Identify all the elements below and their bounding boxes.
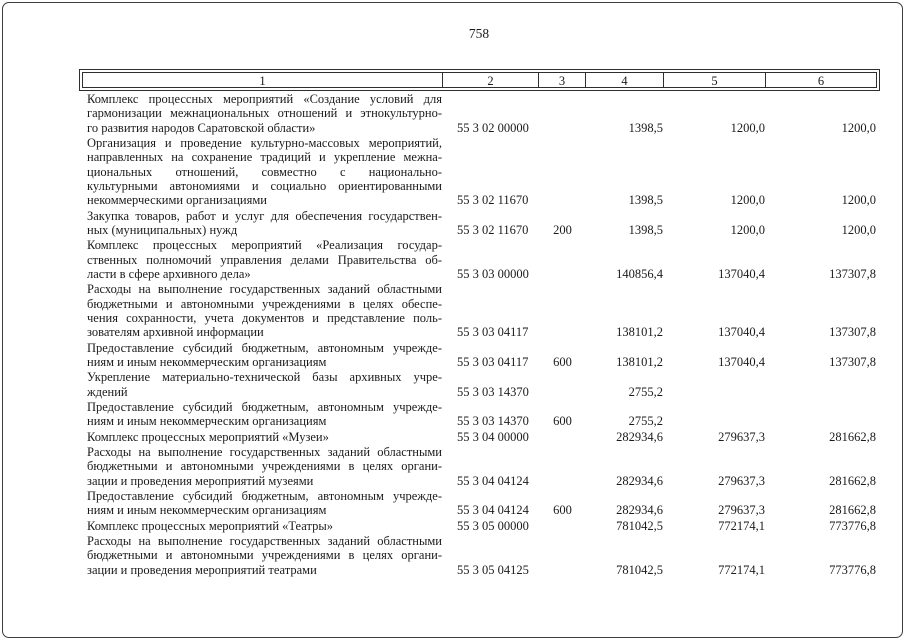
row-amount-col4: 140856,4 (616, 266, 663, 281)
header-cell-5: 5 (664, 72, 766, 88)
description-line: ниям и иным некоммерческим организациям (87, 414, 327, 429)
row-target-item-code: 55 3 03 04117 (457, 354, 529, 369)
table-row (81, 370, 877, 399)
description-line: ниям и иным некоммерческим организациям (87, 503, 327, 518)
budget-table-body (81, 92, 877, 577)
description-line: го развития народов Саратовской области» (87, 120, 316, 135)
row-amount-col6: 281662,8 (829, 429, 876, 444)
description-line: Организация и проведение культурно-массовых мероприятий, (87, 135, 442, 150)
description-line: ных (муниципальных) нужд (87, 222, 238, 237)
row-description (81, 341, 443, 370)
row-amount-col5: 1200,0 (730, 193, 765, 208)
row-amount-col6: 1200,0 (841, 222, 876, 237)
description-line: Комплекс процессных мероприятий «Реализация государ- (87, 238, 442, 253)
row-target-item-code: 55 3 03 04117 (457, 325, 529, 340)
row-amount-col4: 2755,2 (628, 414, 663, 429)
row-amount-col4: 1398,5 (628, 120, 663, 135)
row-description (81, 534, 443, 577)
row-description (81, 209, 443, 238)
row-description (81, 489, 443, 518)
row-amount-col6: 1200,0 (841, 193, 876, 208)
row-description (81, 445, 443, 488)
row-amount-col6: 773776,8 (829, 562, 876, 577)
description-line: циональных отношений, совместно с национально- (87, 164, 442, 179)
row-amount-col5: 279637,3 (718, 473, 765, 488)
table-row (81, 400, 877, 429)
row-target-item-code: 55 3 03 00000 (457, 266, 529, 281)
description-line: ждений (87, 384, 128, 399)
row-expense-type-code: 600 (553, 354, 572, 369)
row-amount-col6: 1200,0 (841, 120, 876, 135)
row-amount-col6: 281662,8 (829, 503, 876, 518)
description-line: культурными автономиями и социально ориентированными (87, 178, 442, 193)
row-target-item-code: 55 3 05 04125 (457, 562, 529, 577)
budget-table-header (79, 69, 880, 91)
description-line: Предоставление субсидий бюджетным, автономным учрежде- (87, 399, 442, 414)
row-expense-type-code: 600 (553, 503, 572, 518)
row-description (81, 238, 443, 281)
row-description (81, 92, 443, 135)
description-line: зации и проведения мероприятий музеями (87, 473, 314, 488)
description-line: некоммерческими организациями (87, 193, 267, 208)
row-description (81, 400, 443, 429)
description-line: Предоставление субсидий бюджетным, автономным учрежде- (87, 488, 442, 503)
description-line: Расходы на выполнение государственных заданий областными (87, 282, 442, 297)
row-amount-col5: 137040,4 (718, 325, 765, 340)
description-line: ниям и иным некоммерческим организациям (87, 354, 327, 369)
description-line: бюджетными и автономными учреждениями в целях органи- (87, 459, 442, 474)
table-row (81, 534, 877, 577)
row-amount-col5: 137040,4 (718, 266, 765, 281)
row-target-item-code: 55 3 02 00000 (457, 120, 529, 135)
description-line: чения сохранности, учета документов и представление поль- (87, 310, 442, 325)
row-amount-col4: 282934,6 (616, 429, 663, 444)
description-line: Предоставление субсидий бюджетным, автономным учрежде- (87, 340, 442, 355)
row-amount-col6: 773776,8 (829, 518, 876, 533)
row-amount-col6: 137307,8 (829, 354, 876, 369)
description-line: Комплекс процессных мероприятий «Музеи» (87, 429, 329, 444)
header-cell-4: 4 (586, 72, 664, 88)
description-line: Расходы на выполнение государственных заданий областными (87, 444, 442, 459)
row-amount-col6: 137307,8 (829, 266, 876, 281)
header-cell-6: 6 (766, 72, 877, 88)
row-amount-col4: 781042,5 (616, 518, 663, 533)
header-cell-3: 3 (539, 72, 586, 88)
description-line: бюджетными и автономными учреждениями в целях органи- (87, 548, 442, 563)
row-target-item-code: 55 3 04 00000 (457, 429, 529, 444)
table-row (81, 445, 877, 488)
description-line: зации и проведения мероприятий театрами (87, 562, 317, 577)
row-amount-col4: 138101,2 (616, 354, 663, 369)
row-description (81, 430, 443, 444)
row-amount-col4: 2755,2 (628, 384, 663, 399)
table-row (81, 489, 877, 518)
row-target-item-code: 55 3 02 11670 (457, 222, 529, 237)
description-line: Расходы на выполнение государственных заданий областными (87, 533, 442, 548)
row-description (81, 370, 443, 399)
row-amount-col4: 781042,5 (616, 562, 663, 577)
description-line: зователям архивной информации (87, 325, 264, 340)
table-row (81, 519, 877, 533)
table-row (81, 341, 877, 370)
description-line: Закупка товаров, работ и услуг для обеспечения государствен- (87, 208, 442, 223)
row-target-item-code: 55 3 03 14370 (457, 384, 529, 399)
description-line: Комплекс процессных мероприятий «Театры» (87, 518, 333, 533)
row-amount-col5: 279637,3 (718, 503, 765, 518)
row-target-item-code: 55 3 04 04124 (457, 503, 529, 518)
table-row (81, 136, 877, 208)
row-description (81, 282, 443, 339)
row-target-item-code: 55 3 02 11670 (457, 193, 529, 208)
row-amount-col5: 1200,0 (730, 120, 765, 135)
table-row (81, 238, 877, 281)
description-line: гармонизации межнациональных отношений и этнокультурно- (87, 106, 442, 121)
row-amount-col4: 282934,6 (616, 473, 663, 488)
row-amount-col6: 281662,8 (829, 473, 876, 488)
description-line: ственных полномочий управления делами Правительства об- (87, 252, 442, 267)
row-amount-col5: 772174,1 (718, 562, 765, 577)
row-target-item-code: 55 3 05 00000 (457, 518, 529, 533)
row-amount-col4: 1398,5 (628, 193, 663, 208)
row-target-item-code: 55 3 03 14370 (457, 414, 529, 429)
row-amount-col5: 279637,3 (718, 429, 765, 444)
row-amount-col4: 1398,5 (628, 222, 663, 237)
table-row (81, 430, 877, 444)
page-number: 758 (468, 26, 490, 41)
row-expense-type-code: 600 (553, 414, 572, 429)
header-cell-2: 2 (443, 72, 539, 88)
description-line: Укрепление материально-технической базы архивных учре- (87, 370, 442, 385)
row-amount-col5: 772174,1 (718, 518, 765, 533)
header-cell-1: 1 (82, 72, 443, 88)
table-row (81, 92, 877, 135)
row-amount-col4: 282934,6 (616, 503, 663, 518)
row-description (81, 136, 443, 208)
row-amount-col5: 1200,0 (730, 222, 765, 237)
description-line: Комплекс процессных мероприятий «Создание условий для (87, 92, 442, 106)
table-row (81, 282, 877, 339)
description-line: бюджетными и автономными учреждениями в целях обеспе- (87, 296, 442, 311)
row-amount-col6: 137307,8 (829, 325, 876, 340)
description-line: ласти в сфере архивного дела» (87, 266, 251, 281)
row-amount-col5: 137040,4 (718, 354, 765, 369)
row-expense-type-code: 200 (553, 222, 572, 237)
row-target-item-code: 55 3 04 04124 (457, 473, 529, 488)
row-amount-col4: 138101,2 (616, 325, 663, 340)
row-description (81, 519, 443, 533)
description-line: направленных на сохранение традиций и укрепление межна- (87, 150, 442, 165)
table-row (81, 209, 877, 238)
